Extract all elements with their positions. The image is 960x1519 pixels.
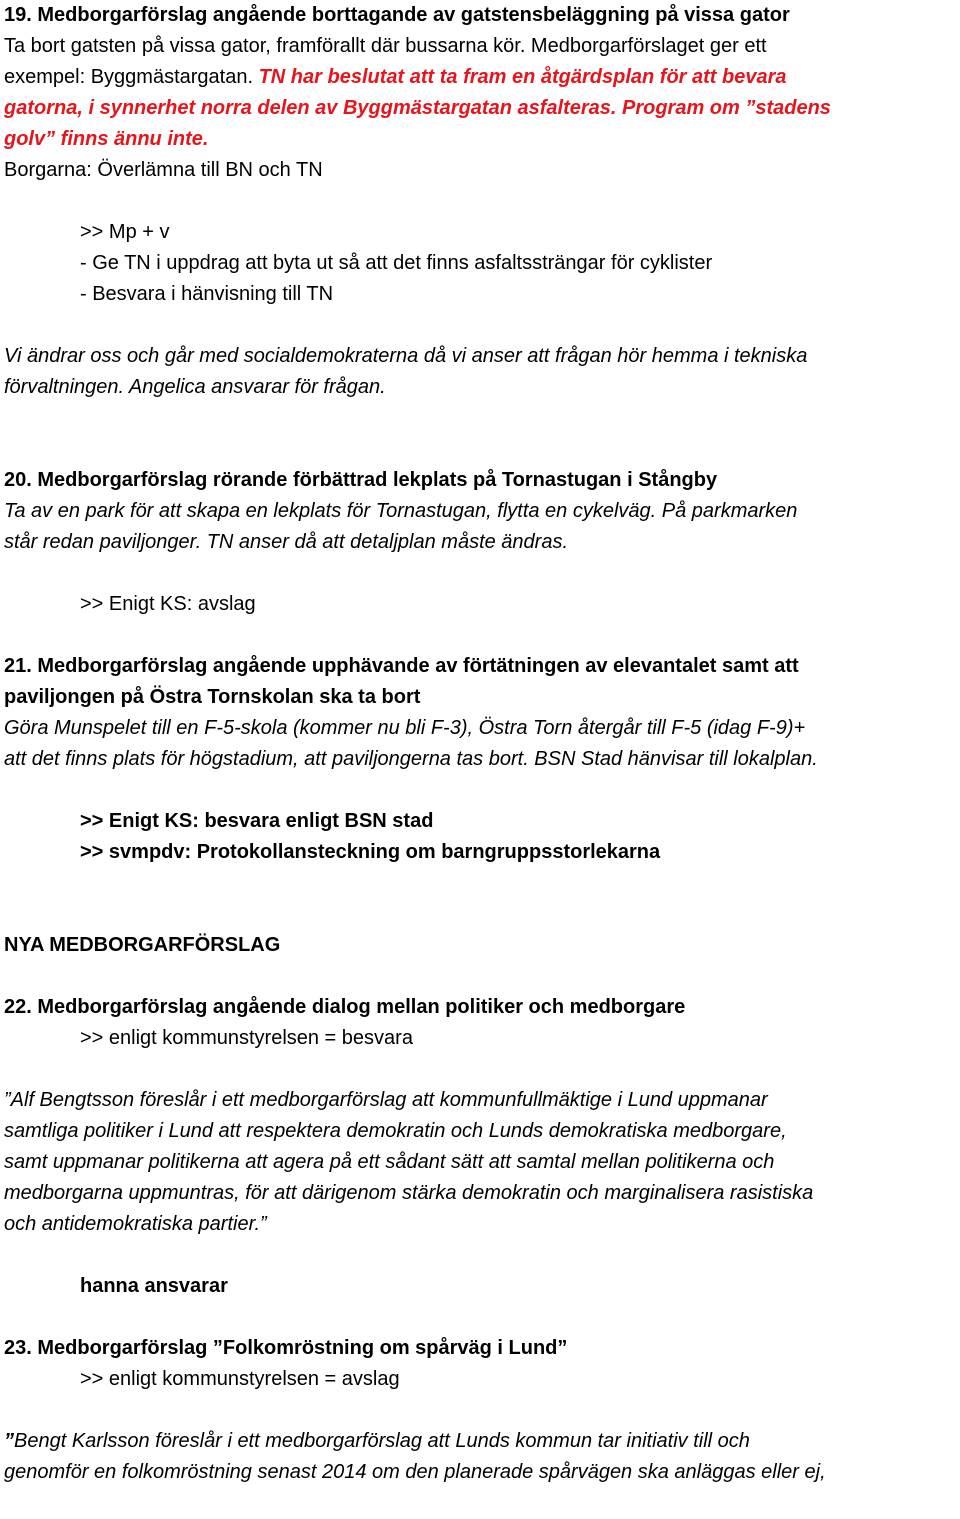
item-22-quote-line: ”Alf Bengtsson föreslår i ett medborgarförslag att kommunfullmäktige i Lund uppmanar	[4, 1089, 768, 1111]
spacer	[4, 1302, 958, 1333]
item-19-borgarna-position: Borgarna: Överlämna till BN och TN	[4, 159, 323, 181]
item-19-tn-decision-line: golv” finns ännu inte.	[4, 128, 209, 150]
item-21-decision: >> svmpdv: Protokollansteckning om barngruppsstorlekarna	[80, 841, 661, 863]
item-19-description-line: Ta bort gatsten på vissa gator, framförallt där bussarna kör. Medborgarförslaget ger ett	[4, 35, 767, 57]
item-22-quote-line: medborgarna uppmuntras, för att därigenom stärka demokratin och marginalisera rasistiska	[4, 1182, 814, 1204]
item-20-description-line: står redan paviljonger. TN anser då att detaljplan måste ändras.	[4, 531, 569, 553]
item-22-decision: >> enligt kommunstyrelsen = besvara	[80, 1027, 413, 1049]
item-21-decision: >> Enigt KS: besvara enligt BSN stad	[80, 810, 434, 832]
spacer	[4, 961, 958, 992]
item-22-responsible: hanna ansvarar	[80, 1275, 228, 1297]
item-23-heading: 23. Medborgarförslag ”Folkomröstning om spårväg i Lund”	[4, 1337, 568, 1359]
item-23-quote-text: Bengt Karlsson föreslår i ett medborgarförslag att Lunds kommun tar initiativ till och	[14, 1430, 750, 1452]
item-19-note-line: Vi ändrar oss och går med socialdemokraterna då vi anser att frågan hör hemma i tekniska	[4, 345, 808, 367]
spacer	[4, 558, 958, 589]
spacer	[4, 1054, 958, 1085]
item-19-description-text: exempel: Byggmästargatan.	[4, 66, 259, 88]
item-20-heading: 20. Medborgarförslag rörande förbättrad lekplats på Tornastugan i Stångby	[4, 469, 718, 491]
item-19-proposal-bullet: - Besvara i hänvisning till TN	[80, 283, 334, 305]
item-21-heading-line: 21. Medborgarförslag angående upphävande av förtätningen av elevantalet samt att	[4, 655, 799, 677]
spacer	[4, 310, 958, 341]
item-22-quote-line: och antidemokratiska partier.”	[4, 1213, 267, 1235]
item-19-tn-decision-text: TN har beslutat att ta fram en åtgärdsplan för att bevara	[258, 66, 787, 88]
spacer	[4, 1395, 958, 1426]
item-21-heading-line: paviljongen på Östra Tornskolan ska ta bort	[4, 686, 421, 708]
item-23-decision: >> enligt kommunstyrelsen = avslag	[80, 1368, 400, 1390]
item-22-heading: 22. Medborgarförslag angående dialog mellan politiker och medborgare	[4, 996, 686, 1018]
item-19-note-line: förvaltningen. Angelica ansvarar för frågan.	[4, 376, 386, 398]
item-21-description-line: Göra Munspelet till en F-5-skola (kommer nu bli F-3), Östra Torn återgår till F-5 (idag F-9)+	[4, 717, 806, 739]
item-20-description-line: Ta av en park för att skapa en lekplats för Tornastugan, flytta en cykelväg. På parkmarken	[4, 500, 798, 522]
spacer	[4, 620, 958, 651]
item-23-quote-line	[4, 1426, 958, 1457]
spacer	[4, 403, 958, 465]
item-19-mp-v-position: >> Mp + v	[80, 221, 170, 243]
document-page	[4, 0, 958, 1488]
item-19-description-line	[4, 62, 958, 93]
item-19-proposal-bullet: - Ge TN i uppdrag att byta ut så att det finns asfaltssträngar för cyklister	[80, 252, 713, 274]
spacer	[4, 868, 958, 930]
item-19-tn-decision-line: gatorna, i synnerhet norra delen av Byggmästargatan asfalteras. Program om ”stadens	[4, 97, 831, 119]
item-22-quote-line: samtliga politiker i Lund att respektera demokratin och Lunds demokratiska medborgare,	[4, 1120, 787, 1142]
item-19-heading: 19. Medborgarförslag angående borttagande av gatstensbeläggning på vissa gator	[4, 4, 790, 26]
item-20-decision: >> Enigt KS: avslag	[80, 593, 256, 615]
item-23-quote-line: genomför en folkomröstning senast 2014 om den planerade spårvägen ska anläggas eller ej,	[4, 1461, 826, 1483]
spacer	[4, 1240, 958, 1271]
item-23-quote-mark: ”	[4, 1430, 14, 1452]
item-22-quote-line: samt uppmanar politikerna att agera på ett sådant sätt att samtal mellan politikerna och	[4, 1151, 775, 1173]
spacer	[4, 775, 958, 806]
section-heading: NYA MEDBORGARFÖRSLAG	[4, 934, 281, 956]
spacer	[4, 186, 958, 217]
item-21-description-line: att det finns plats för högstadium, att paviljongerna tas bort. BSN Stad hänvisar till lokalplan.	[4, 748, 818, 770]
